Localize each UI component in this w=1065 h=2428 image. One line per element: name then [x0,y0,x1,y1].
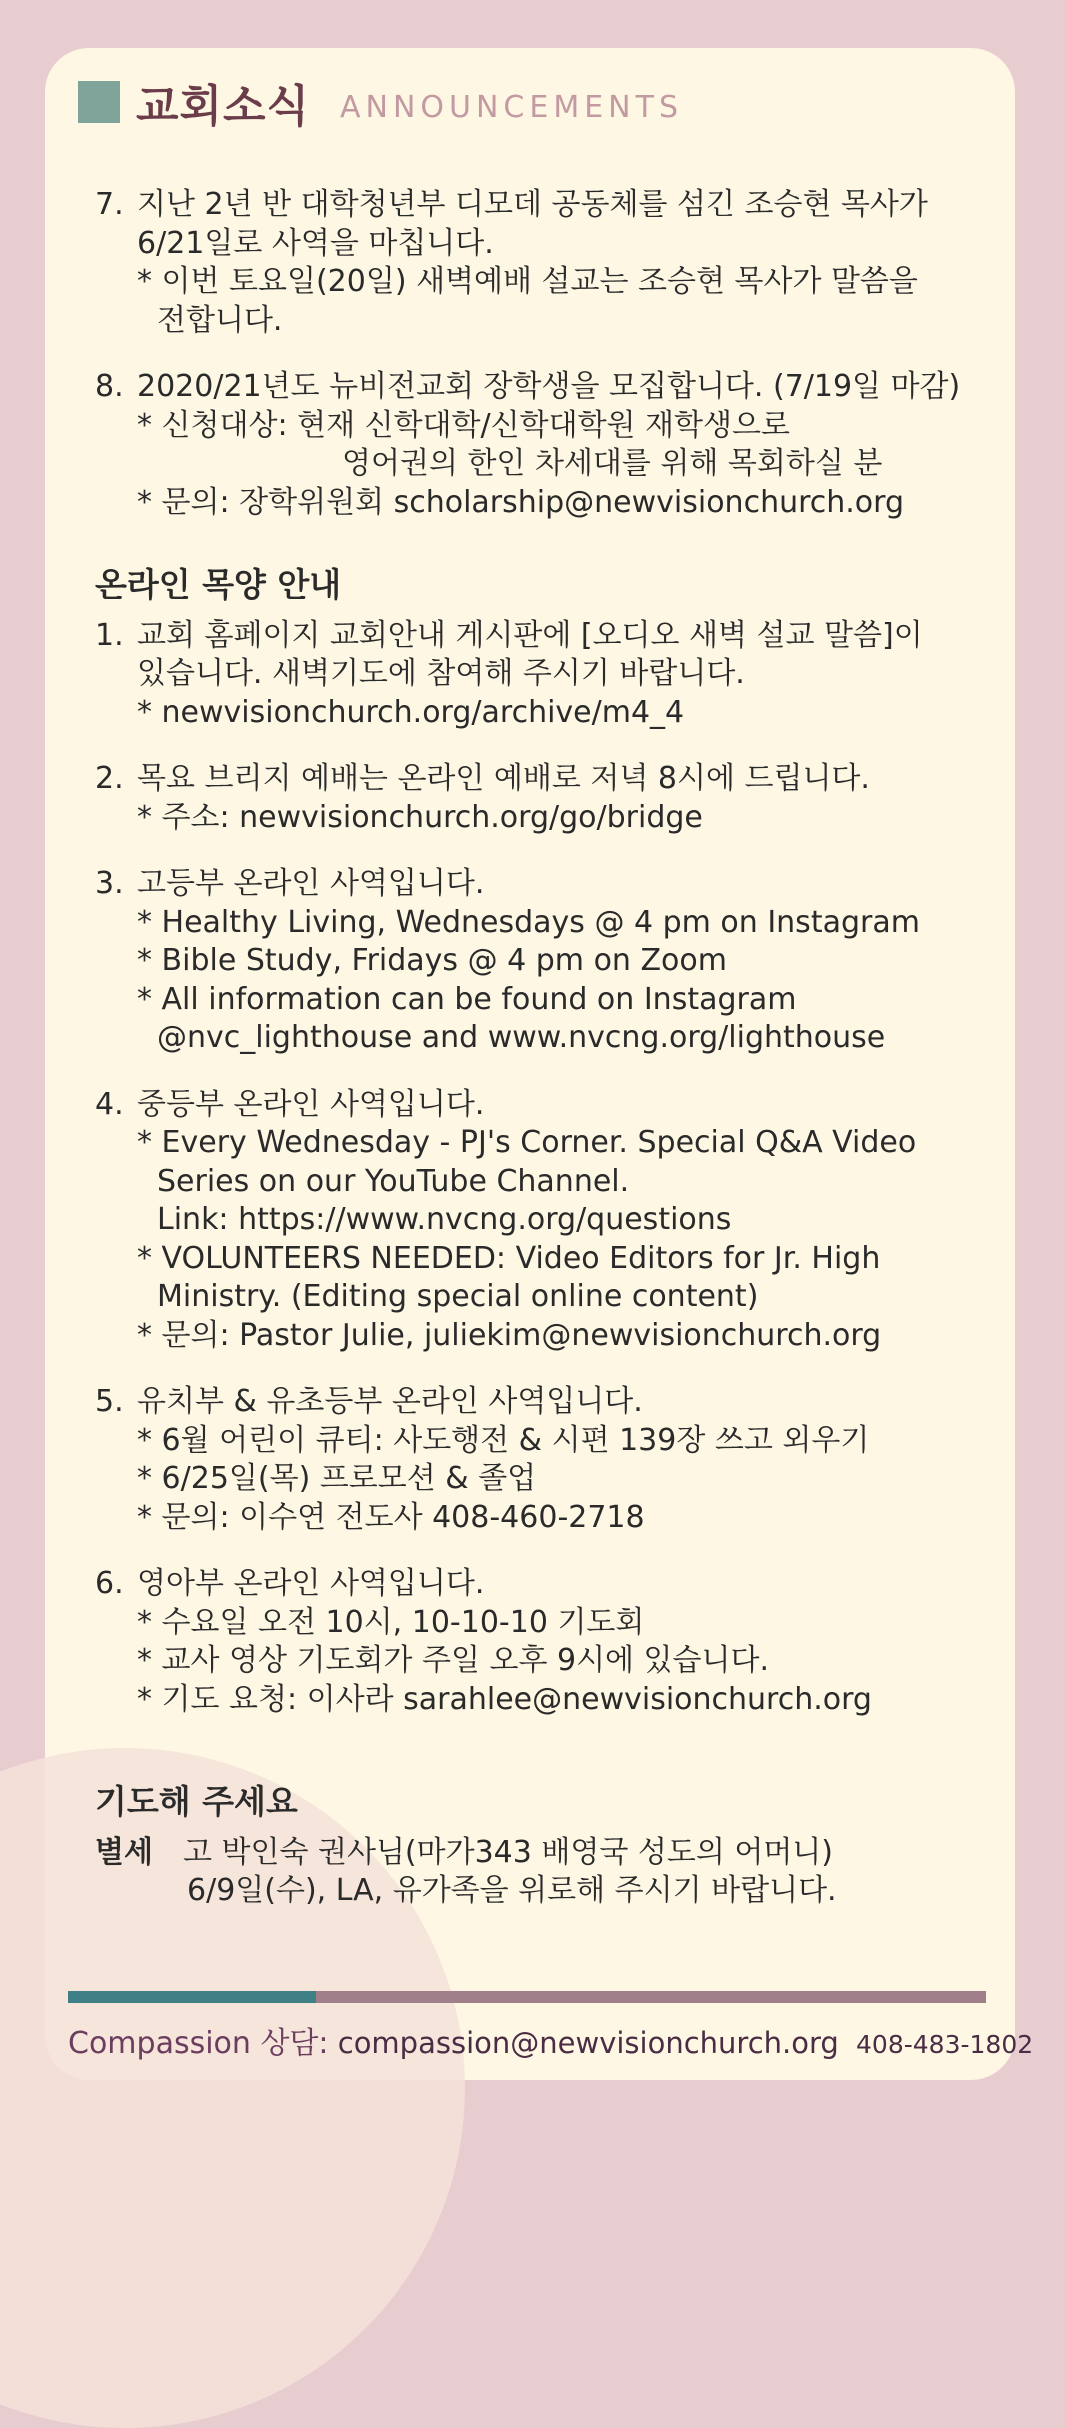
prayer-text: 고 박인숙 권사님(마가343 배영국 성도의 어머니) [183,1834,833,1870]
item-note: Series on our YouTube Channel. [157,1163,630,1199]
announcement-card [45,48,1034,2080]
online-item [95,617,1065,733]
online-item [95,760,1065,837]
item-note: * 수요일 오전 10시, 10-10-10 기도회 [137,1604,645,1640]
item-contact[interactable]: * 문의: Pastor Julie, juliekim@newvisionchurch.org [137,1317,882,1353]
online-item [95,1565,1065,1719]
item-note: Ministry. (Editing special online content) [157,1279,759,1314]
title-english: ANNOUNCEMENTS [340,89,683,125]
online-item [95,865,1065,1058]
item-link[interactable]: * 주소: newvisionchurch.org/go/bridge [137,799,703,835]
item-note: * Every Wednesday - PJ's Corner. Special Q&A Video [137,1125,917,1160]
item-number: 7. [95,187,124,222]
item-number: 4. [95,1086,124,1122]
divider-teal [68,1991,316,2003]
item-note: 전합니다. [157,302,283,338]
content [95,186,1065,1911]
section-title-prayer: 기도해 주세요 [95,1782,298,1821]
announcement-item [95,368,1065,522]
item-note: 영어권의 한인 차세대를 위해 목회하실 분 [342,446,883,481]
item-note: * Bible Study, Fridays @ 4 pm on Zoom [137,943,727,978]
item-note: * 이번 토요일(20일) 새벽예배 설교는 조승현 목사가 말씀을 [137,264,918,299]
item-text: 6/21일로 사역을 마칩니다. [137,225,494,261]
item-contact[interactable]: * 기도 요청: 이사라 sarahlee@newvisionchurch.org [137,1681,872,1717]
item-number: 6. [95,1566,124,1601]
divider-bar [68,1991,986,2003]
online-item [95,1086,1065,1356]
title-korean: 교회소식 [136,81,311,132]
item-text: 지난 2년 반 대학청년부 디모데 공동체를 섬긴 조승현 목사가 [137,187,928,222]
item-text: 목요 브리지 예배는 온라인 예배로 저녁 8시에 드립니다. [137,761,870,796]
announcement-item [95,186,1065,340]
item-text: 중등부 온라인 사역입니다. [137,1086,485,1122]
footer-phone[interactable]: 408-483-1802 [856,2030,1034,2059]
item-link[interactable]: * newvisionchurch.org/archive/m4_4 [137,694,685,730]
prayer-label: 별세 [95,1834,153,1870]
header [78,72,683,132]
item-note: * 교사 영상 기도회가 주일 오후 9시에 있습니다. [137,1643,770,1678]
item-text: 고등부 온라인 사역입니다. [137,866,485,901]
footer-label: Compassion 상담: [68,2026,329,2061]
item-number: 1. [95,617,124,653]
item-text: 2020/21년도 뉴비전교회 장학생을 모집합니다. (7/19일 마감) [137,369,961,404]
item-note: * 6/25일(목) 프로모션 & 졸업 [137,1461,537,1496]
divider-mauve [316,1991,986,2003]
item-number: 2. [95,761,124,796]
footer [68,2018,1033,2062]
item-number: 8. [95,369,124,404]
prayer-text: 6/9일(수), LA, 유가족을 위로해 주시기 바랍니다. [187,1873,837,1908]
prayer-item [95,1834,1065,1911]
item-text: 영아부 온라인 사역입니다. [137,1566,485,1601]
item-text: 유치부 & 유초등부 온라인 사역입니다. [137,1384,643,1419]
item-note: * 신청대상: 현재 신학대학/신학대학원 재학생으로 [137,407,790,443]
square-icon [78,81,120,123]
item-note: * 6월 어린이 큐티: 사도행전 & 시편 139장 쓰고 외우기 [137,1422,870,1458]
item-note: * 문의: 장학위원회 scholarship@newvisionchurch.org [137,484,905,520]
item-number: 3. [95,866,124,901]
item-link[interactable]: @nvc_lighthouse and www.nvcng.org/lighthouse [157,1020,886,1055]
item-note: * All information can be found on Instagram [137,981,797,1017]
footer-email[interactable]: compassion@newvisionchurch.org [337,2026,839,2060]
item-note: * Healthy Living, Wednesdays @ 4 pm on Instagram [137,904,920,940]
item-note: * VOLUNTEERS NEEDED: Video Editors for Jr. High [137,1240,881,1276]
item-contact: * 문의: 이수연 전도사 408-460-2718 [137,1499,645,1535]
item-text: 있습니다. 새벽기도에 참여해 주시기 바랍니다. [137,656,745,691]
item-text: 교회 홈페이지 교회안내 게시판에 [오디오 새벽 설교 말씀]이 [137,617,923,653]
online-item [95,1383,1065,1537]
item-number: 5. [95,1384,124,1419]
section-title-online: 온라인 목양 안내 [95,565,342,604]
item-link[interactable]: Link: https://www.nvcng.org/questions [157,1202,732,1237]
